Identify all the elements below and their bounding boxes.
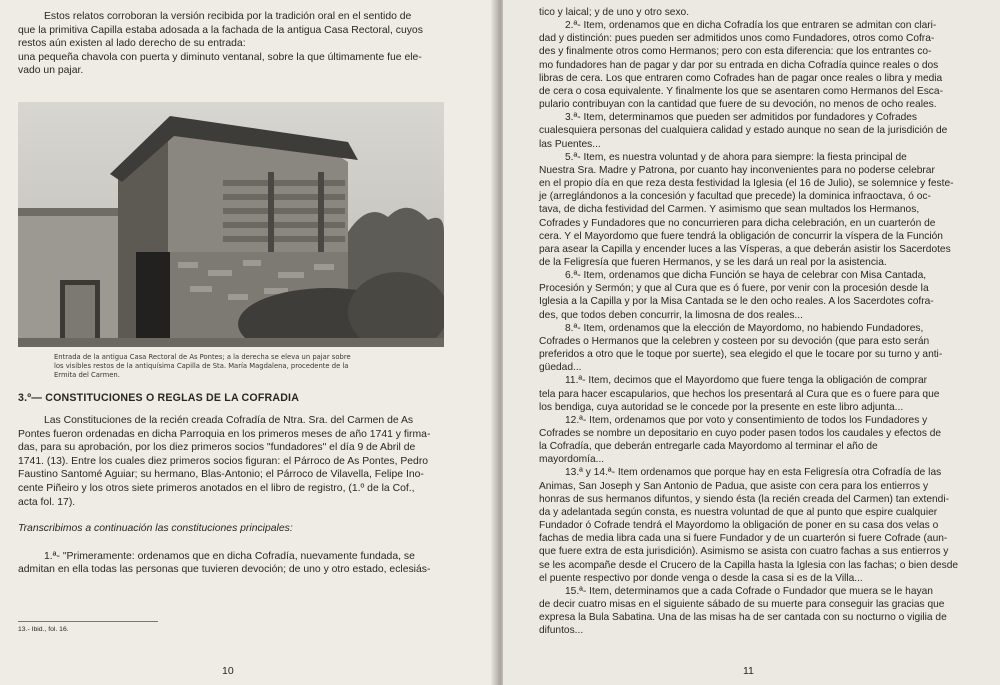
text-line: 12.ª- Item, ordenamos que por voto y consentimiento de todos los Fundadores y: [565, 414, 928, 426]
text-line: tico y laical; y de uno y otro sexo.: [539, 7, 690, 18]
item-1-paragraph: [18, 550, 477, 577]
text-line: des, que todos deben concurrir, la limosna de dos reales...: [539, 309, 803, 321]
body-line: acta fol. 17).: [18, 496, 76, 508]
text-line: da y adelantada según consta, es nuestra voluntad de que al punto que espire cualquier: [539, 506, 938, 518]
text-line: de la Feligresía que fueren Hermanos, y se les dará un real por la asistencia.: [539, 256, 887, 268]
text-line: se les acompañe desde el Crucero de la Capilla hasta la Iglesia con las fachas; o bien desde: [539, 559, 959, 571]
text-line: mayordomía...: [539, 454, 605, 466]
text-line: que fuere extra de esta jurisdición). Asimismo se asista con cuatro fachas a sus entierros y: [539, 546, 949, 558]
text-line: Procesión y Sermón; y que al Cura que es ó fuere, por venir con la procesión desde la: [539, 283, 929, 295]
photo-caption: [54, 353, 404, 380]
caption-line: Ermita del Carmen.: [54, 370, 120, 379]
footnote: 13.- Ibid., fol. 16.: [18, 621, 158, 633]
body-line: das, para su aprobación, por los diez primeros socios "fundadores" el día 9 de Abril de: [18, 442, 416, 454]
left-page: [0, 0, 497, 685]
text-line: 13.ª y 14.ª- Item ordenamos que porque hay en esta Feligresía otra Cofradía de las: [565, 467, 942, 479]
caption-line: los visibles restos de la antiquísima Capilla de Sta. María Magdalena, procedente de la: [54, 361, 349, 370]
body-line: Pontes fueron ordenadas en dicha Parroquia en los primeros meses de año 1741 y firma-: [18, 428, 431, 440]
text-line: Iglesia a la Capilla y por la Misa Cantada se le den ocho reales. A los Sacerdotes cofra-: [539, 296, 934, 308]
body-line: Las Constituciones de la recién creada Cofradía de Ntra. Sra. del Carmen de As: [44, 414, 414, 426]
rectory-photo-illustration: [18, 102, 444, 347]
right-page: [503, 0, 1000, 685]
text-line: tela para hacer escapularios, que hechos los presentará al Cura que es o fuere para que: [539, 388, 940, 400]
text-line: Animas, San Joseph y San Antonio de Padua, que asiste con cera para los entierros y: [539, 480, 929, 492]
text-line: 11.ª- Item, decimos que el Mayordomo que fuere tenga la obligación de comprar: [565, 375, 928, 387]
text-line: preferidos a otro que le toque por suerte), sea elegido el que le tocare por su turno y anti-: [539, 349, 943, 361]
page-number-right: 11: [743, 665, 754, 677]
text-line: Cofrades se nombre un depositario en cuyo poder pasen todos los caudales y efectos de: [539, 428, 942, 439]
text-line: 6.ª- Item, ordenamos que dicha Función se haya de celebrar con Misa Cantada,: [565, 270, 927, 282]
body-line: Faustino Santomé Aguiar; su hermano, Blas-Antonio; el Párroco de Vilavella, Felipe Ino-: [18, 469, 424, 481]
caption-line: Entrada de la antigua Casa Rectoral de As Pontes; a la derecha se eleva un pajar sobre: [54, 352, 351, 361]
page-number-left: 10: [222, 665, 234, 677]
text-line: je (arreglándonos a la concesión y facultad que precede) la dominica infraoctava, ó oc-: [539, 191, 931, 203]
text-line: para asear la Capilla y encender luces a las Vísperas, a que deberán asistir los Sacerdotes: [539, 243, 951, 255]
text-line: Cofrades y Fundadores que no concurrieren para dicha celebración, en un cuarterón de: [539, 217, 936, 229]
body-line: 1741. (13). Entre los cuales diez primeros socios figuran: el Párroco de As Pontes, Pedro: [18, 455, 429, 467]
body-line: cente Piñeiro y los otros siete primeros anotados en el libro de registro, (1.º de la Cof.,: [18, 482, 415, 494]
intro-paragraph: [18, 10, 477, 78]
rectory-photo: [18, 102, 444, 347]
right-page-text: [539, 6, 974, 638]
intro-line: Estos relatos corroboran la versión recibida por la tradición oral en el sentido de: [44, 11, 412, 22]
text-line: des y finalmente otros como Hermanos; pero con esta diferencia: que los entrantes co-: [539, 46, 932, 58]
text-line: Nuestra Sra. Madre y Patrona, por cuanto hay inconvenientes para no poderse celebrar: [539, 164, 935, 176]
text-line: los bendiga, cuya autoridad se le concede por la presente en este libro adjunta...: [539, 401, 904, 413]
text-line: mo fundadores han de pagar y dar por su entrada en dicha Cofradía quince reales o dos: [539, 59, 939, 71]
text-line: Cofrades o Hermanos que la celebren y costeen por su devoción (que para esto serán: [539, 335, 930, 347]
section-title: 3.º— CONSTITUCIONES O REGLAS DE LA COFRADIA: [18, 391, 300, 404]
text-line: güedad...: [539, 362, 582, 374]
text-line: la Cofradía, que deberán entregarle cada Mayordomo al terminar el año de: [539, 441, 878, 453]
text-line: 15.ª- Item, determinamos que a cada Cofrade o Fundador que muera se le hayan: [565, 585, 933, 597]
text-line: de cera o cosa equivalente. Y finalmente los que se asentaren como Hermanos del Esca-: [539, 85, 943, 97]
text-line: 2.ª- Item, ordenamos que en dicha Cofradía los que entraren se admitan con clari-: [565, 20, 937, 32]
item-line: 1.ª- "Primeramente: ordenamos que en dicha Cofradía, nuevamente fundada, se: [44, 550, 415, 562]
text-line: cera. Y el Mayordomo que fuere tendrá la obligación de concurrir la víspera de la Función: [539, 230, 943, 242]
transcribe-intro: Transcribimos a continuación las constituciones principales:: [18, 523, 293, 535]
text-line: libras de cera. Los que entraren como Cofrades han de pagar once reales o libra y media: [539, 72, 943, 84]
text-line: 8.ª- Item, ordenamos que la elección de Mayordomo, no habiendo Fundadores,: [565, 322, 924, 334]
text-line: 3.ª- Item, determinamos que pueden ser admitidos por fundadores y Cofrades: [565, 112, 918, 124]
text-line: el puente respectivo por donde venga o desde la casa si es de la Villa...: [539, 572, 863, 584]
text-line: en el propio día en que reza desta festividad la Iglesia (el 16 de Julio), se solemnice y feste-: [539, 178, 954, 190]
text-line: expresa la Bula Sabatina. Una de las misas ha de ser cantada con su nocturno o vigilia de: [539, 612, 947, 624]
text-line: 5.ª- Item, es nuestra voluntad y de ahora para siempre: la fiesta principal de: [565, 151, 907, 163]
text-line: fachas de media libra cada una si fuere Fundador y de un cuarterón si fuere Cofrade (aun-: [539, 533, 948, 545]
text-line: difuntos...: [539, 625, 584, 637]
intro-line: una pequeña chavola con puerta y diminuto ventanal, sobre la que últimamente fue ele-: [18, 51, 422, 63]
text-line: las Puentes...: [539, 138, 601, 150]
text-line: pulario contribuyan con la cantidad que fuere de su devoción, no menos de ocho reales.: [539, 99, 937, 111]
text-line: de decir cuatro misas en el siguiente sábado de su muerte para conseguir las gracias que: [539, 599, 945, 611]
constitutions-paragraph: [18, 414, 477, 509]
text-line: cualesquiera personas del cualquiera calidad y estado aunque no sean de la jurisdición de: [539, 125, 948, 137]
text-line: honras de sus hermanos difuntos, y siendo ésta (la recién creada del Carmen) tan extendi-: [539, 493, 949, 505]
text-line: Fundador ó Cofrade tendrá el Mayordomo la obligación de poner en su casa dos velas o: [539, 520, 939, 532]
intro-line: que la primitiva Capilla estaba adosada a la fachada de la antigua Casa Rectoral, cuyos: [18, 24, 423, 36]
text-line: dad y distinción: pues pueden ser admitidos unos como Fundadores, otros como Cofra-: [539, 33, 935, 45]
item-line: admitan en ella todas las personas que tuvieren devoción; de uno y otro estado, eclesiás-: [18, 564, 431, 576]
intro-line: restos aún existen al lado derecho de su entrada:: [18, 38, 246, 50]
text-line: tava, de dicha festividad del Carmen. Y asimismo que sean multados los Hermanos,: [539, 204, 920, 216]
intro-line: vado un pajar.: [18, 65, 84, 77]
